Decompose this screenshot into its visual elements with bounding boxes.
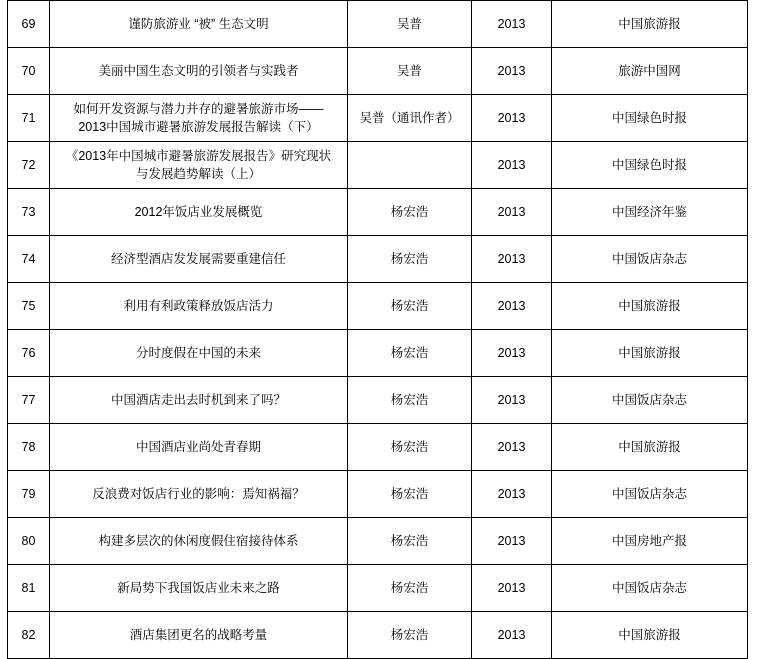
cell-source: 中国绿色时报 (552, 142, 748, 189)
table-row (8, 189, 748, 236)
cell-year: 2013 (472, 236, 552, 283)
cell-year: 2013 (472, 377, 552, 424)
cell-year: 2013 (472, 283, 552, 330)
cell-title: 酒店集团更名的战略考量 (50, 612, 348, 659)
cell-number: 81 (8, 565, 50, 612)
table-row (8, 48, 748, 95)
table-row (8, 1, 748, 48)
cell-title: 谨防旅游业 “被” 生态文明 (50, 1, 348, 48)
cell-source: 中国饭店杂志 (552, 236, 748, 283)
cell-author: 杨宏浩 (348, 189, 472, 236)
cell-year: 2013 (472, 142, 552, 189)
cell-title-line: 《2013年中国城市避暑旅游发展报告》研究现状 (65, 148, 332, 163)
cell-title: 中国酒店业尚处青春期 (50, 424, 348, 471)
table-row (8, 471, 748, 518)
cell-title: 2012年饭店业发展概览 (50, 189, 348, 236)
cell-number: 69 (8, 1, 50, 48)
cell-source: 中国旅游报 (552, 424, 748, 471)
cell-author: 杨宏浩 (348, 612, 472, 659)
cell-title-line: 如何开发资源与潜力并存的避暑旅游市场—— (73, 101, 324, 116)
cell-source: 中国绿色时报 (552, 95, 748, 142)
cell-year: 2013 (472, 95, 552, 142)
table-row (8, 330, 748, 377)
cell-year: 2013 (472, 471, 552, 518)
table-row (8, 283, 748, 330)
cell-number: 72 (8, 142, 50, 189)
cell-author (348, 142, 472, 189)
cell-title: 分时度假在中国的未来 (50, 330, 348, 377)
cell-number: 80 (8, 518, 50, 565)
cell-year: 2013 (472, 48, 552, 95)
cell-title: 新局势下我国饭店业未来之路 (50, 565, 348, 612)
cell-title: 中国酒店走出去时机到来了吗？ (50, 377, 348, 424)
cell-year: 2013 (472, 1, 552, 48)
table-row (8, 236, 748, 283)
cell-title (50, 142, 348, 189)
cell-source: 中国旅游报 (552, 1, 748, 48)
cell-title: 利用有利政策释放饭店活力 (50, 283, 348, 330)
cell-source: 中国饭店杂志 (552, 377, 748, 424)
table-row (8, 377, 748, 424)
table-row (8, 424, 748, 471)
cell-year: 2013 (472, 518, 552, 565)
cell-year: 2013 (472, 612, 552, 659)
cell-number: 71 (8, 95, 50, 142)
table-row (8, 95, 748, 142)
cell-number: 82 (8, 612, 50, 659)
cell-source: 中国饭店杂志 (552, 565, 748, 612)
table-row (8, 518, 748, 565)
cell-number: 77 (8, 377, 50, 424)
table-row (8, 565, 748, 612)
cell-number: 74 (8, 236, 50, 283)
cell-source: 中国房地产报 (552, 518, 748, 565)
cell-author: 杨宏浩 (348, 236, 472, 283)
table-row (8, 142, 748, 189)
cell-year: 2013 (472, 424, 552, 471)
cell-year: 2013 (472, 330, 552, 377)
cell-author: 吴普 (348, 48, 472, 95)
cell-source: 中国旅游报 (552, 612, 748, 659)
table-row (8, 612, 748, 659)
publications-table (7, 0, 748, 659)
cell-title-line: 2013中国城市避暑旅游发展报告解读（下） (78, 120, 319, 134)
cell-title: 美丽中国生态文明的引领者与实践者 (50, 48, 348, 95)
cell-title: 反浪费对饭店行业的影响：焉知祸福？ (50, 471, 348, 518)
cell-source: 旅游中国网 (552, 48, 748, 95)
cell-source: 中国旅游报 (552, 330, 748, 377)
cell-source: 中国经济年鉴 (552, 189, 748, 236)
cell-number: 79 (8, 471, 50, 518)
cell-number: 78 (8, 424, 50, 471)
cell-title-line: 与发展趋势解读（上） (135, 167, 261, 181)
cell-author: 杨宏浩 (348, 283, 472, 330)
cell-title: 构建多层次的休闲度假住宿接待体系 (50, 518, 348, 565)
cell-author: 杨宏浩 (348, 565, 472, 612)
cell-number: 70 (8, 48, 50, 95)
cell-author: 杨宏浩 (348, 471, 472, 518)
cell-author: 吴普（通讯作者） (348, 95, 472, 142)
cell-source: 中国旅游报 (552, 283, 748, 330)
cell-title: 经济型酒店发发展需要重建信任 (50, 236, 348, 283)
cell-number: 76 (8, 330, 50, 377)
cell-title (50, 95, 348, 142)
cell-author: 杨宏浩 (348, 377, 472, 424)
cell-year: 2013 (472, 565, 552, 612)
cell-year: 2013 (472, 189, 552, 236)
cell-number: 73 (8, 189, 50, 236)
cell-author: 吴普 (348, 1, 472, 48)
cell-source: 中国饭店杂志 (552, 471, 748, 518)
cell-author: 杨宏浩 (348, 518, 472, 565)
cell-number: 75 (8, 283, 50, 330)
cell-author: 杨宏浩 (348, 330, 472, 377)
cell-author: 杨宏浩 (348, 424, 472, 471)
